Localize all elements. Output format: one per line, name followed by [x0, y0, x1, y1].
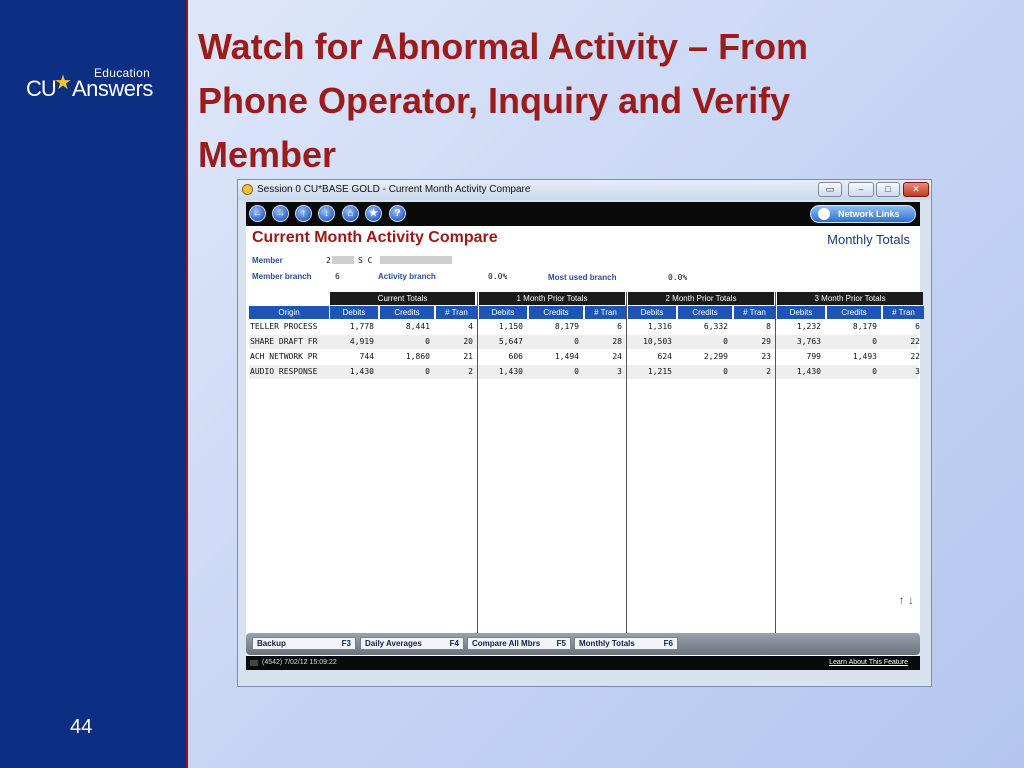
- back-icon[interactable]: ←: [249, 205, 266, 222]
- column-header-debits: Debits: [628, 306, 676, 319]
- origin-cell: AUDIO RESPONSE: [250, 367, 318, 376]
- cu-answers-logo: [26, 66, 166, 106]
- value-cell: 4,919: [349, 337, 374, 346]
- logo-answers-text: Answers: [72, 76, 153, 101]
- forward-icon[interactable]: →: [272, 205, 289, 222]
- value-cell: 2,299: [703, 352, 728, 361]
- help-icon[interactable]: ?: [389, 205, 406, 222]
- group-header-current: Current Totals: [330, 292, 475, 305]
- value-cell: 1,860: [405, 352, 430, 361]
- value-cell: 6: [617, 322, 622, 331]
- column-header-tran: # Tran: [734, 306, 775, 319]
- logo-cu-text: CU: [26, 76, 56, 101]
- most-used-branch-label: Most used branch: [548, 273, 617, 282]
- favorites-icon[interactable]: ★: [365, 205, 382, 222]
- status-bar: [246, 656, 920, 670]
- member-branch-value: 6: [335, 272, 340, 281]
- value-cell: 4: [468, 322, 473, 331]
- value-cell: 1,232: [796, 322, 821, 331]
- function-key-bar: [246, 633, 920, 655]
- backup-label: Backup: [257, 639, 286, 648]
- down-icon[interactable]: ↓: [318, 205, 335, 222]
- value-cell: 0: [425, 337, 430, 346]
- value-cell: 744: [359, 352, 374, 361]
- value-cell: 21: [463, 352, 473, 361]
- value-cell: 1,215: [647, 367, 672, 376]
- column-divider: [775, 292, 776, 636]
- value-cell: 8,441: [405, 322, 430, 331]
- monthly-totals-key: F6: [663, 639, 673, 648]
- value-cell: 0: [574, 367, 579, 376]
- column-header-credits: Credits: [827, 306, 881, 319]
- value-cell: 799: [806, 352, 821, 361]
- value-cell: 3,763: [796, 337, 821, 346]
- value-cell: 0: [425, 367, 430, 376]
- value-cell: 23: [761, 352, 771, 361]
- column-divider: [626, 292, 627, 636]
- compare-all-mbrs-key: F5: [556, 639, 566, 648]
- value-cell: 10,503: [643, 337, 672, 346]
- value-cell: 2: [468, 367, 473, 376]
- value-cell: 6: [915, 322, 920, 331]
- value-cell: 28: [612, 337, 622, 346]
- page-up-icon[interactable]: ↑: [898, 593, 905, 607]
- column-header-credits: Credits: [380, 306, 434, 319]
- screen-title: Current Month Activity Compare: [252, 229, 498, 246]
- activity-branch-value: 0.0%: [488, 272, 508, 281]
- value-cell: 3: [915, 367, 920, 376]
- value-cell: 22: [910, 352, 920, 361]
- sidebar: [0, 0, 188, 768]
- screen-subtitle: Monthly Totals: [827, 232, 910, 247]
- daily-averages-label: Daily Averages: [365, 639, 422, 648]
- column-header-debits: Debits: [479, 306, 527, 319]
- value-cell: 624: [657, 352, 672, 361]
- value-cell: 29: [761, 337, 771, 346]
- column-divider: [477, 292, 478, 636]
- group-header-1-month: 1 Month Prior Totals: [479, 292, 625, 305]
- value-cell: 1,493: [852, 352, 877, 361]
- daily-averages-key: F4: [449, 639, 459, 648]
- slide-number: 44: [70, 716, 93, 738]
- member-number: 2: [326, 256, 331, 265]
- group-header-2-month: 2 Month Prior Totals: [628, 292, 774, 305]
- value-cell: 1,316: [647, 322, 672, 331]
- window-title: Session 0 CU*BASE GOLD - Current Month Activity Compare: [257, 184, 531, 195]
- up-icon[interactable]: ↑: [295, 205, 312, 222]
- status-indicator-icon: [250, 660, 258, 666]
- redacted-account: [332, 256, 354, 264]
- screen-content: [246, 226, 920, 666]
- slide-title: Watch for Abnormal Activity – From Phone Operator, Inquiry and Verify Member: [198, 26, 809, 175]
- most-used-branch-value: 0.0%: [668, 273, 688, 282]
- daily-averages-button[interactable]: [360, 637, 464, 650]
- column-header-tran: # Tran: [436, 306, 477, 319]
- value-cell: 0: [723, 337, 728, 346]
- value-cell: 22: [910, 337, 920, 346]
- toolbar: [246, 202, 920, 226]
- value-cell: 0: [723, 367, 728, 376]
- origin-cell: ACH NETWORK PR: [250, 352, 318, 361]
- value-cell: 3: [617, 367, 622, 376]
- member-name: S C: [358, 256, 373, 265]
- value-cell: 1,778: [349, 322, 374, 331]
- network-links-button[interactable]: [810, 205, 916, 223]
- compare-all-mbrs-button[interactable]: [467, 637, 571, 650]
- column-header-tran: # Tran: [883, 306, 924, 319]
- value-cell: 8,179: [554, 322, 579, 331]
- value-cell: 1,150: [498, 322, 523, 331]
- origin-cell: SHARE DRAFT FR: [250, 337, 318, 346]
- value-cell: 606: [508, 352, 523, 361]
- value-cell: 0: [872, 367, 877, 376]
- value-cell: 1,430: [796, 367, 821, 376]
- value-cell: 1,494: [554, 352, 579, 361]
- column-header-credits: Credits: [529, 306, 583, 319]
- page-down-icon[interactable]: ↓: [908, 593, 914, 607]
- maximize-icon[interactable]: □: [876, 182, 900, 197]
- page-arrows: [899, 593, 914, 607]
- status-session-info: (4542) 7/02/12 15:09:22: [262, 659, 337, 666]
- app-window: [237, 179, 932, 687]
- app-icon: [242, 184, 253, 195]
- restore-icon[interactable]: ▭: [818, 182, 842, 197]
- member-branch-label: Member branch: [252, 272, 312, 281]
- value-cell: 8: [766, 322, 771, 331]
- home-icon[interactable]: ⌂: [342, 205, 359, 222]
- backup-button[interactable]: [252, 637, 356, 650]
- group-header-3-month: 3 Month Prior Totals: [777, 292, 923, 305]
- globe-icon: [818, 208, 830, 220]
- column-header-credits: Credits: [678, 306, 732, 319]
- monthly-totals-button[interactable]: [574, 637, 678, 650]
- value-cell: 1,430: [349, 367, 374, 376]
- value-cell: 8,179: [852, 322, 877, 331]
- column-header-tran: # Tran: [585, 306, 626, 319]
- value-cell: 2: [766, 367, 771, 376]
- logo-education-text: Education: [94, 66, 151, 80]
- value-cell: 20: [463, 337, 473, 346]
- value-cell: 0: [574, 337, 579, 346]
- column-header-origin: Origin: [249, 306, 329, 319]
- value-cell: 1,430: [498, 367, 523, 376]
- member-label: Member: [252, 256, 283, 265]
- column-header-debits: Debits: [777, 306, 825, 319]
- value-cell: 0: [872, 337, 877, 346]
- value-cell: 24: [612, 352, 622, 361]
- redacted-name: [380, 256, 452, 264]
- value-cell: 5,647: [498, 337, 523, 346]
- learn-about-link[interactable]: Learn About This Feature: [829, 659, 908, 666]
- value-cell: 6,332: [703, 322, 728, 331]
- close-icon[interactable]: ✕: [903, 182, 929, 197]
- star-icon: ★: [54, 72, 72, 94]
- activity-branch-label: Activity branch: [378, 272, 436, 281]
- network-links-label: Network Links: [838, 209, 900, 219]
- compare-all-mbrs-label: Compare All Mbrs: [472, 639, 541, 648]
- window-titlebar[interactable]: [238, 180, 931, 200]
- backup-key: F3: [341, 639, 351, 648]
- origin-cell: TELLER PROCESS: [250, 322, 318, 331]
- monthly-totals-label: Monthly Totals: [579, 639, 635, 648]
- column-header-debits: Debits: [330, 306, 378, 319]
- minimize-icon[interactable]: –: [848, 182, 874, 197]
